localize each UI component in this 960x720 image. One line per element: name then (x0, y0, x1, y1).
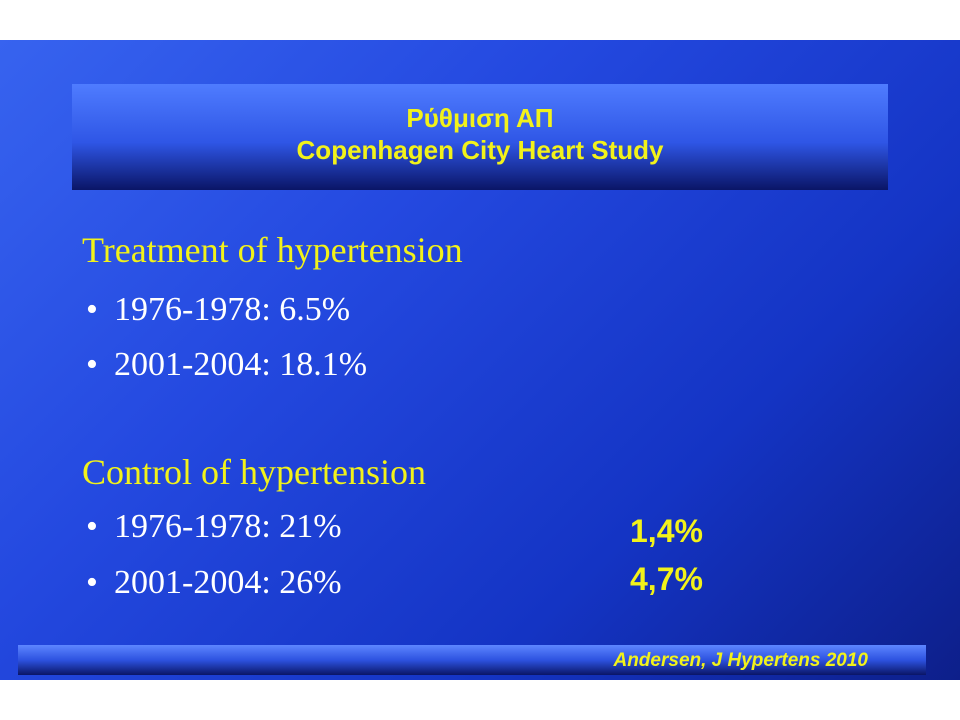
list-item (86, 345, 367, 385)
list-item (86, 507, 342, 547)
bullet-icon: • (86, 508, 98, 545)
slide-subtitle: Copenhagen City Heart Study (296, 135, 664, 165)
side-value-1976: 1,4% (630, 513, 703, 549)
bullet-text: 1976-1978: 21% (114, 508, 342, 545)
bullet-text: 2001-2004: 26% (114, 564, 342, 601)
list-item (86, 563, 342, 603)
slide (0, 40, 960, 680)
list-item (86, 290, 350, 330)
section-heading-control: Control of hypertension (82, 452, 426, 492)
footer-bar (18, 645, 926, 675)
bullet-text: 2001-2004: 18.1% (114, 346, 368, 383)
citation: Andersen, J Hypertens 2010 (613, 650, 868, 671)
bullet-icon: • (86, 564, 98, 601)
section-heading-treatment: Treatment of hypertension (82, 230, 463, 270)
bullet-text: 1976-1978: 6.5% (114, 291, 351, 328)
side-value-2001: 4,7% (630, 561, 703, 597)
bullet-icon: • (86, 346, 98, 383)
slide-title: Ρύθμιση ΑΠ (406, 103, 554, 133)
bullet-icon: • (86, 291, 98, 328)
title-banner (72, 84, 888, 190)
